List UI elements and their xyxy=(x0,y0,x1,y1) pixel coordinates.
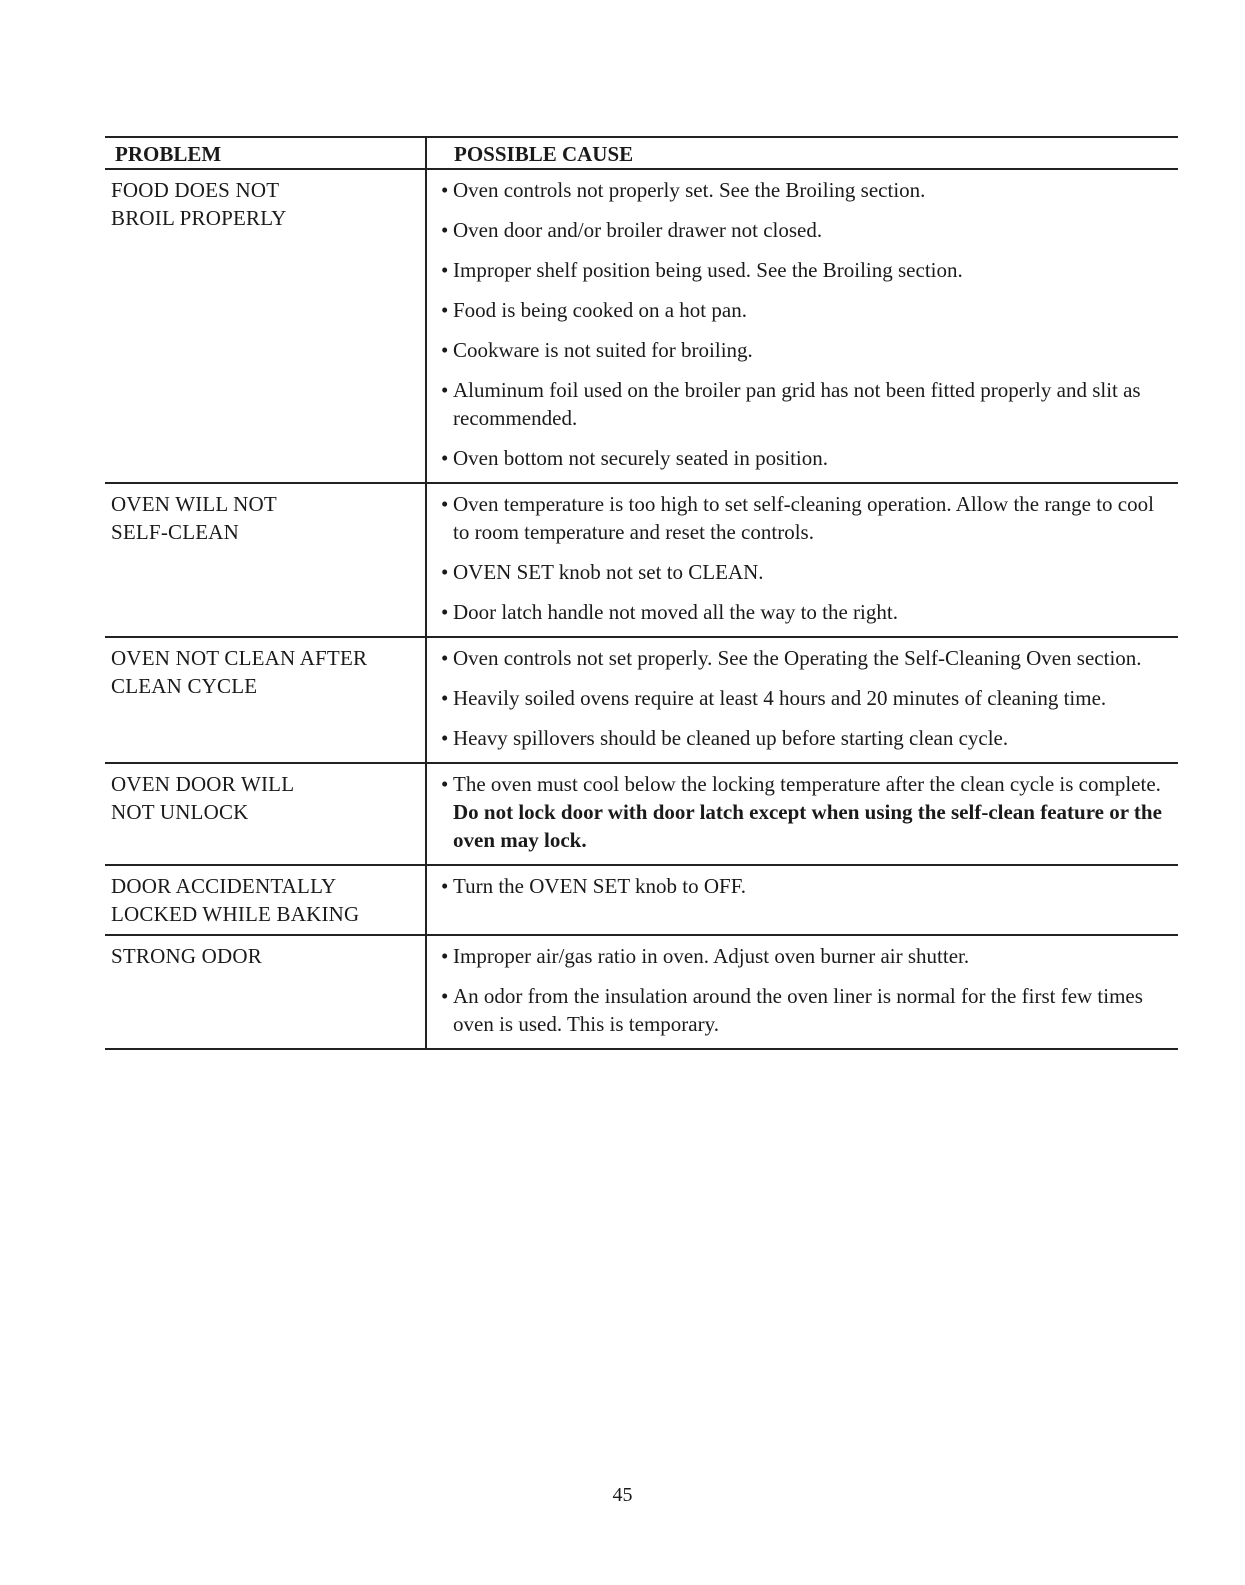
problem-cell xyxy=(105,483,426,637)
bullet-icon: • xyxy=(441,646,449,670)
possible-cause-cell xyxy=(426,169,1178,483)
bullet-icon: • xyxy=(441,984,449,1008)
bullet-icon: • xyxy=(441,258,449,282)
cause-text: OVEN SET knob not set to CLEAN. xyxy=(453,560,764,584)
bullet-icon: • xyxy=(441,378,449,402)
problem-text: STRONG ODOR xyxy=(111,944,262,968)
cause-text: Improper shelf position being used. See the Broiling section. xyxy=(453,258,963,282)
cause-item xyxy=(441,872,1170,900)
bullet-icon: • xyxy=(441,600,449,624)
cause-text: An odor from the insulation around the oven liner is normal for the first few times oven is used. This is temporary. xyxy=(453,984,1143,1036)
cause-text: Turn the OVEN SET knob to OFF. xyxy=(453,874,746,898)
problem-column-header: PROBLEM xyxy=(105,137,426,169)
bullet-icon: • xyxy=(441,560,449,584)
cause-item xyxy=(441,336,1170,364)
problem-text: OVEN NOT CLEAN AFTER xyxy=(111,646,368,670)
cause-warning-text: Do not lock door with door latch except when using the self-clean feature or the oven may lock. xyxy=(453,800,1162,852)
problem-text: OVEN WILL NOT xyxy=(111,492,277,516)
cause-item xyxy=(441,176,1170,204)
table-row xyxy=(105,637,1178,763)
bullet-icon: • xyxy=(441,686,449,710)
header-row xyxy=(105,137,1178,169)
problem-cell xyxy=(105,169,426,483)
cause-item xyxy=(441,216,1170,244)
bullet-icon: • xyxy=(441,446,449,470)
table-header xyxy=(105,137,1178,169)
cause-item xyxy=(441,982,1170,1038)
possible-cause-cell xyxy=(426,865,1178,935)
cause-text: Aluminum foil used on the broiler pan grid has not been fitted properly and slit as recommended. xyxy=(453,378,1141,430)
table-body xyxy=(105,169,1178,1049)
cause-text: Food is being cooked on a hot pan. xyxy=(453,298,747,322)
bullet-icon: • xyxy=(441,218,449,242)
cause-text: Oven temperature is too high to set self-cleaning operation. Allow the range to cool to room temperature and reset the controls. xyxy=(453,492,1154,544)
cause-text: Oven door and/or broiler drawer not closed. xyxy=(453,218,823,242)
cause-text: Improper air/gas ratio in oven. Adjust oven burner air shutter. xyxy=(453,944,970,968)
table-row xyxy=(105,865,1178,935)
cause-item xyxy=(441,644,1170,672)
cause-item xyxy=(441,490,1170,546)
problem-text: SELF-CLEAN xyxy=(111,520,239,544)
bullet-icon: • xyxy=(441,874,449,898)
cause-text: The oven must cool below the locking temperature after the clean cycle is complete. xyxy=(453,772,1161,796)
cause-item xyxy=(441,942,1170,970)
problem-text: LOCKED WHILE BAKING xyxy=(111,902,360,926)
table-row xyxy=(105,169,1178,483)
bullet-icon: • xyxy=(441,772,449,796)
cause-item xyxy=(441,444,1170,472)
bullet-icon: • xyxy=(441,726,449,750)
bullet-icon: • xyxy=(441,492,449,516)
cause-text: Oven bottom not securely seated in position. xyxy=(453,446,829,470)
cause-text: Oven controls not set properly. See the Operating the Self-Cleaning Oven section. xyxy=(453,646,1142,670)
table-row xyxy=(105,483,1178,637)
possible-cause-cell xyxy=(426,637,1178,763)
problem-text: BROIL PROPERLY xyxy=(111,206,287,230)
cause-item xyxy=(441,770,1170,854)
problem-cell xyxy=(105,865,426,935)
bullet-icon: • xyxy=(441,338,449,362)
cause-item xyxy=(441,376,1170,432)
problem-text: OVEN DOOR WILL xyxy=(111,772,295,796)
problem-cell xyxy=(105,637,426,763)
table-row xyxy=(105,763,1178,865)
cause-item xyxy=(441,558,1170,586)
cause-text: Cookware is not suited for broiling. xyxy=(453,338,753,362)
cause-item xyxy=(441,296,1170,324)
cause-text: Heavy spillovers should be cleaned up before starting clean cycle. xyxy=(453,726,1009,750)
problem-text: DOOR ACCIDENTALLY xyxy=(111,874,337,898)
bullet-icon: • xyxy=(441,298,449,322)
cause-text: Oven controls not properly set. See the Broiling section. xyxy=(453,178,926,202)
problem-text: NOT UNLOCK xyxy=(111,800,249,824)
problem-cell xyxy=(105,763,426,865)
possible-cause-cell xyxy=(426,935,1178,1049)
troubleshooting-table xyxy=(105,136,1178,1050)
cause-text: Door latch handle not moved all the way to the right. xyxy=(453,600,898,624)
page-number: 45 xyxy=(612,1484,633,1506)
problem-text: FOOD DOES NOT xyxy=(111,178,280,202)
possible-cause-cell xyxy=(426,483,1178,637)
problem-cell xyxy=(105,935,426,1049)
possible-cause-cell xyxy=(426,763,1178,865)
table-row xyxy=(105,935,1178,1049)
cause-text: Heavily soiled ovens require at least 4 hours and 20 minutes of cleaning time. xyxy=(453,686,1107,710)
cause-item xyxy=(441,684,1170,712)
problem-text: CLEAN CYCLE xyxy=(111,674,258,698)
cause-item xyxy=(441,598,1170,626)
cause-item xyxy=(441,256,1170,284)
bullet-icon: • xyxy=(441,178,449,202)
bullet-icon: • xyxy=(441,944,449,968)
possible-cause-column-header: POSSIBLE CAUSE xyxy=(426,137,1178,169)
cause-item xyxy=(441,724,1170,752)
